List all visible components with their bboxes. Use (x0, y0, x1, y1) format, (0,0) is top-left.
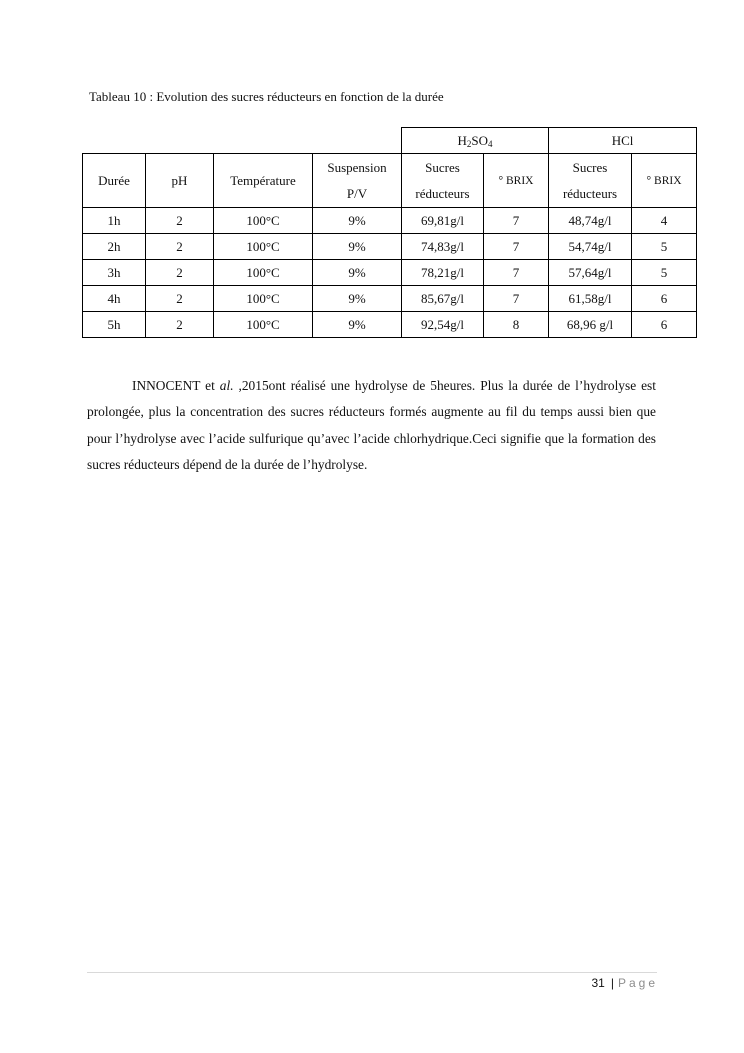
cell-duree: 4h (83, 286, 146, 312)
cell-temperature: 100°C (214, 260, 313, 286)
col-header-duree: Durée (83, 154, 146, 208)
cell-suspension: 9% (313, 286, 402, 312)
cell-sucres-h2so4: 92,54g/l (402, 312, 484, 338)
sugar-evolution-table (82, 127, 697, 338)
table-caption: Tableau 10 : Evolution des sucres réducteurs en fonction de la durée (89, 89, 444, 104)
cell-duree: 1h (83, 208, 146, 234)
paragraph-author: INNOCENT et (132, 378, 220, 393)
cell-sucres-h2so4: 69,81g/l (402, 208, 484, 234)
paragraph-text: ,2015ont réalisé une hydrolyse de 5heures. Plus la durée de l’hydrolyse est prolongée, plus la concentration des sucres réducteurs formés augmente au fil du temps aussi bien que pour l’hydrolyse avec l’acide sulfurique qu’avec l’acide chlorhydrique.Ceci signifie que la formation des sucres réducteurs dépend de la durée de l’hydrolyse. (87, 378, 656, 473)
cell-sucres-h2so4: 74,83g/l (402, 234, 484, 260)
col-header-brix-h2so4: ° BRIX (484, 154, 549, 208)
footer-divider (87, 972, 657, 973)
col-header-temperature: Température (214, 154, 313, 208)
group-hcl: HCl (549, 128, 697, 154)
col-header-sucres-hcl (549, 154, 632, 208)
table-row (83, 234, 697, 260)
cell-suspension: 9% (313, 260, 402, 286)
sucres-h2so4-line2: réducteurs (415, 185, 470, 201)
cell-sucres-h2so4: 78,21g/l (402, 260, 484, 286)
sucres-h2so4-line1: Sucres (425, 159, 460, 175)
cell-ph: 2 (146, 208, 214, 234)
col-header-suspension (313, 154, 402, 208)
sucres-hcl-line2: réducteurs (562, 185, 618, 201)
suspension-line2: P/V (346, 185, 368, 201)
page-footer (591, 976, 658, 990)
cell-temperature: 100°C (214, 286, 313, 312)
cell-suspension: 9% (313, 234, 402, 260)
cell-sucres-hcl: 48,74g/l (549, 208, 632, 234)
table-row (83, 312, 697, 338)
table-row (83, 286, 697, 312)
col-header-brix-hcl: ° BRIX (632, 154, 697, 208)
page-label: Page (617, 976, 658, 990)
cell-sucres-hcl: 54,74g/l (549, 234, 632, 260)
group-h2so4 (402, 128, 549, 154)
cell-sucres-hcl: 61,58g/l (549, 286, 632, 312)
table-row (83, 260, 697, 286)
cell-duree: 2h (83, 234, 146, 260)
empty-corner-cell (83, 128, 402, 154)
cell-brix-hcl: 4 (632, 208, 697, 234)
cell-temperature: 100°C (214, 208, 313, 234)
footer-separator: | (610, 976, 614, 990)
h2so4-sub1: 2 (466, 138, 472, 149)
cell-brix-h2so4: 7 (484, 286, 549, 312)
cell-brix-hcl: 6 (632, 286, 697, 312)
paragraph-etal: al. (219, 378, 234, 393)
column-header-row (83, 154, 697, 208)
cell-suspension: 9% (313, 208, 402, 234)
cell-brix-h2so4: 7 (484, 260, 549, 286)
cell-ph: 2 (146, 234, 214, 260)
cell-brix-hcl: 5 (632, 260, 697, 286)
cell-brix-h2so4: 7 (484, 234, 549, 260)
cell-duree: 5h (83, 312, 146, 338)
cell-brix-h2so4: 8 (484, 312, 549, 338)
col-header-ph: pH (146, 154, 214, 208)
sucres-hcl-line1: Sucres (572, 159, 608, 175)
cell-sucres-hcl: 68,96 g/l (549, 312, 632, 338)
body-paragraph (87, 373, 656, 479)
cell-brix-hcl: 6 (632, 312, 697, 338)
cell-suspension: 9% (313, 312, 402, 338)
table-row (83, 208, 697, 234)
h2so4-main: H (457, 132, 467, 148)
suspension-line1: Suspension (327, 159, 387, 175)
cell-sucres-hcl: 57,64g/l (549, 260, 632, 286)
cell-temperature: 100°C (214, 234, 313, 260)
col-header-sucres-h2so4 (402, 154, 484, 208)
cell-ph: 2 (146, 312, 214, 338)
h2so4-sub2: 4 (488, 138, 493, 149)
cell-brix-h2so4: 7 (484, 208, 549, 234)
cell-sucres-h2so4: 85,67g/l (402, 286, 484, 312)
cell-ph: 2 (146, 260, 214, 286)
cell-ph: 2 (146, 286, 214, 312)
h2so4-mid: SO (471, 132, 489, 148)
page-number: 31 (591, 976, 605, 990)
cell-brix-hcl: 5 (632, 234, 697, 260)
cell-temperature: 100°C (214, 312, 313, 338)
cell-duree: 3h (83, 260, 146, 286)
group-header-row (83, 128, 697, 154)
